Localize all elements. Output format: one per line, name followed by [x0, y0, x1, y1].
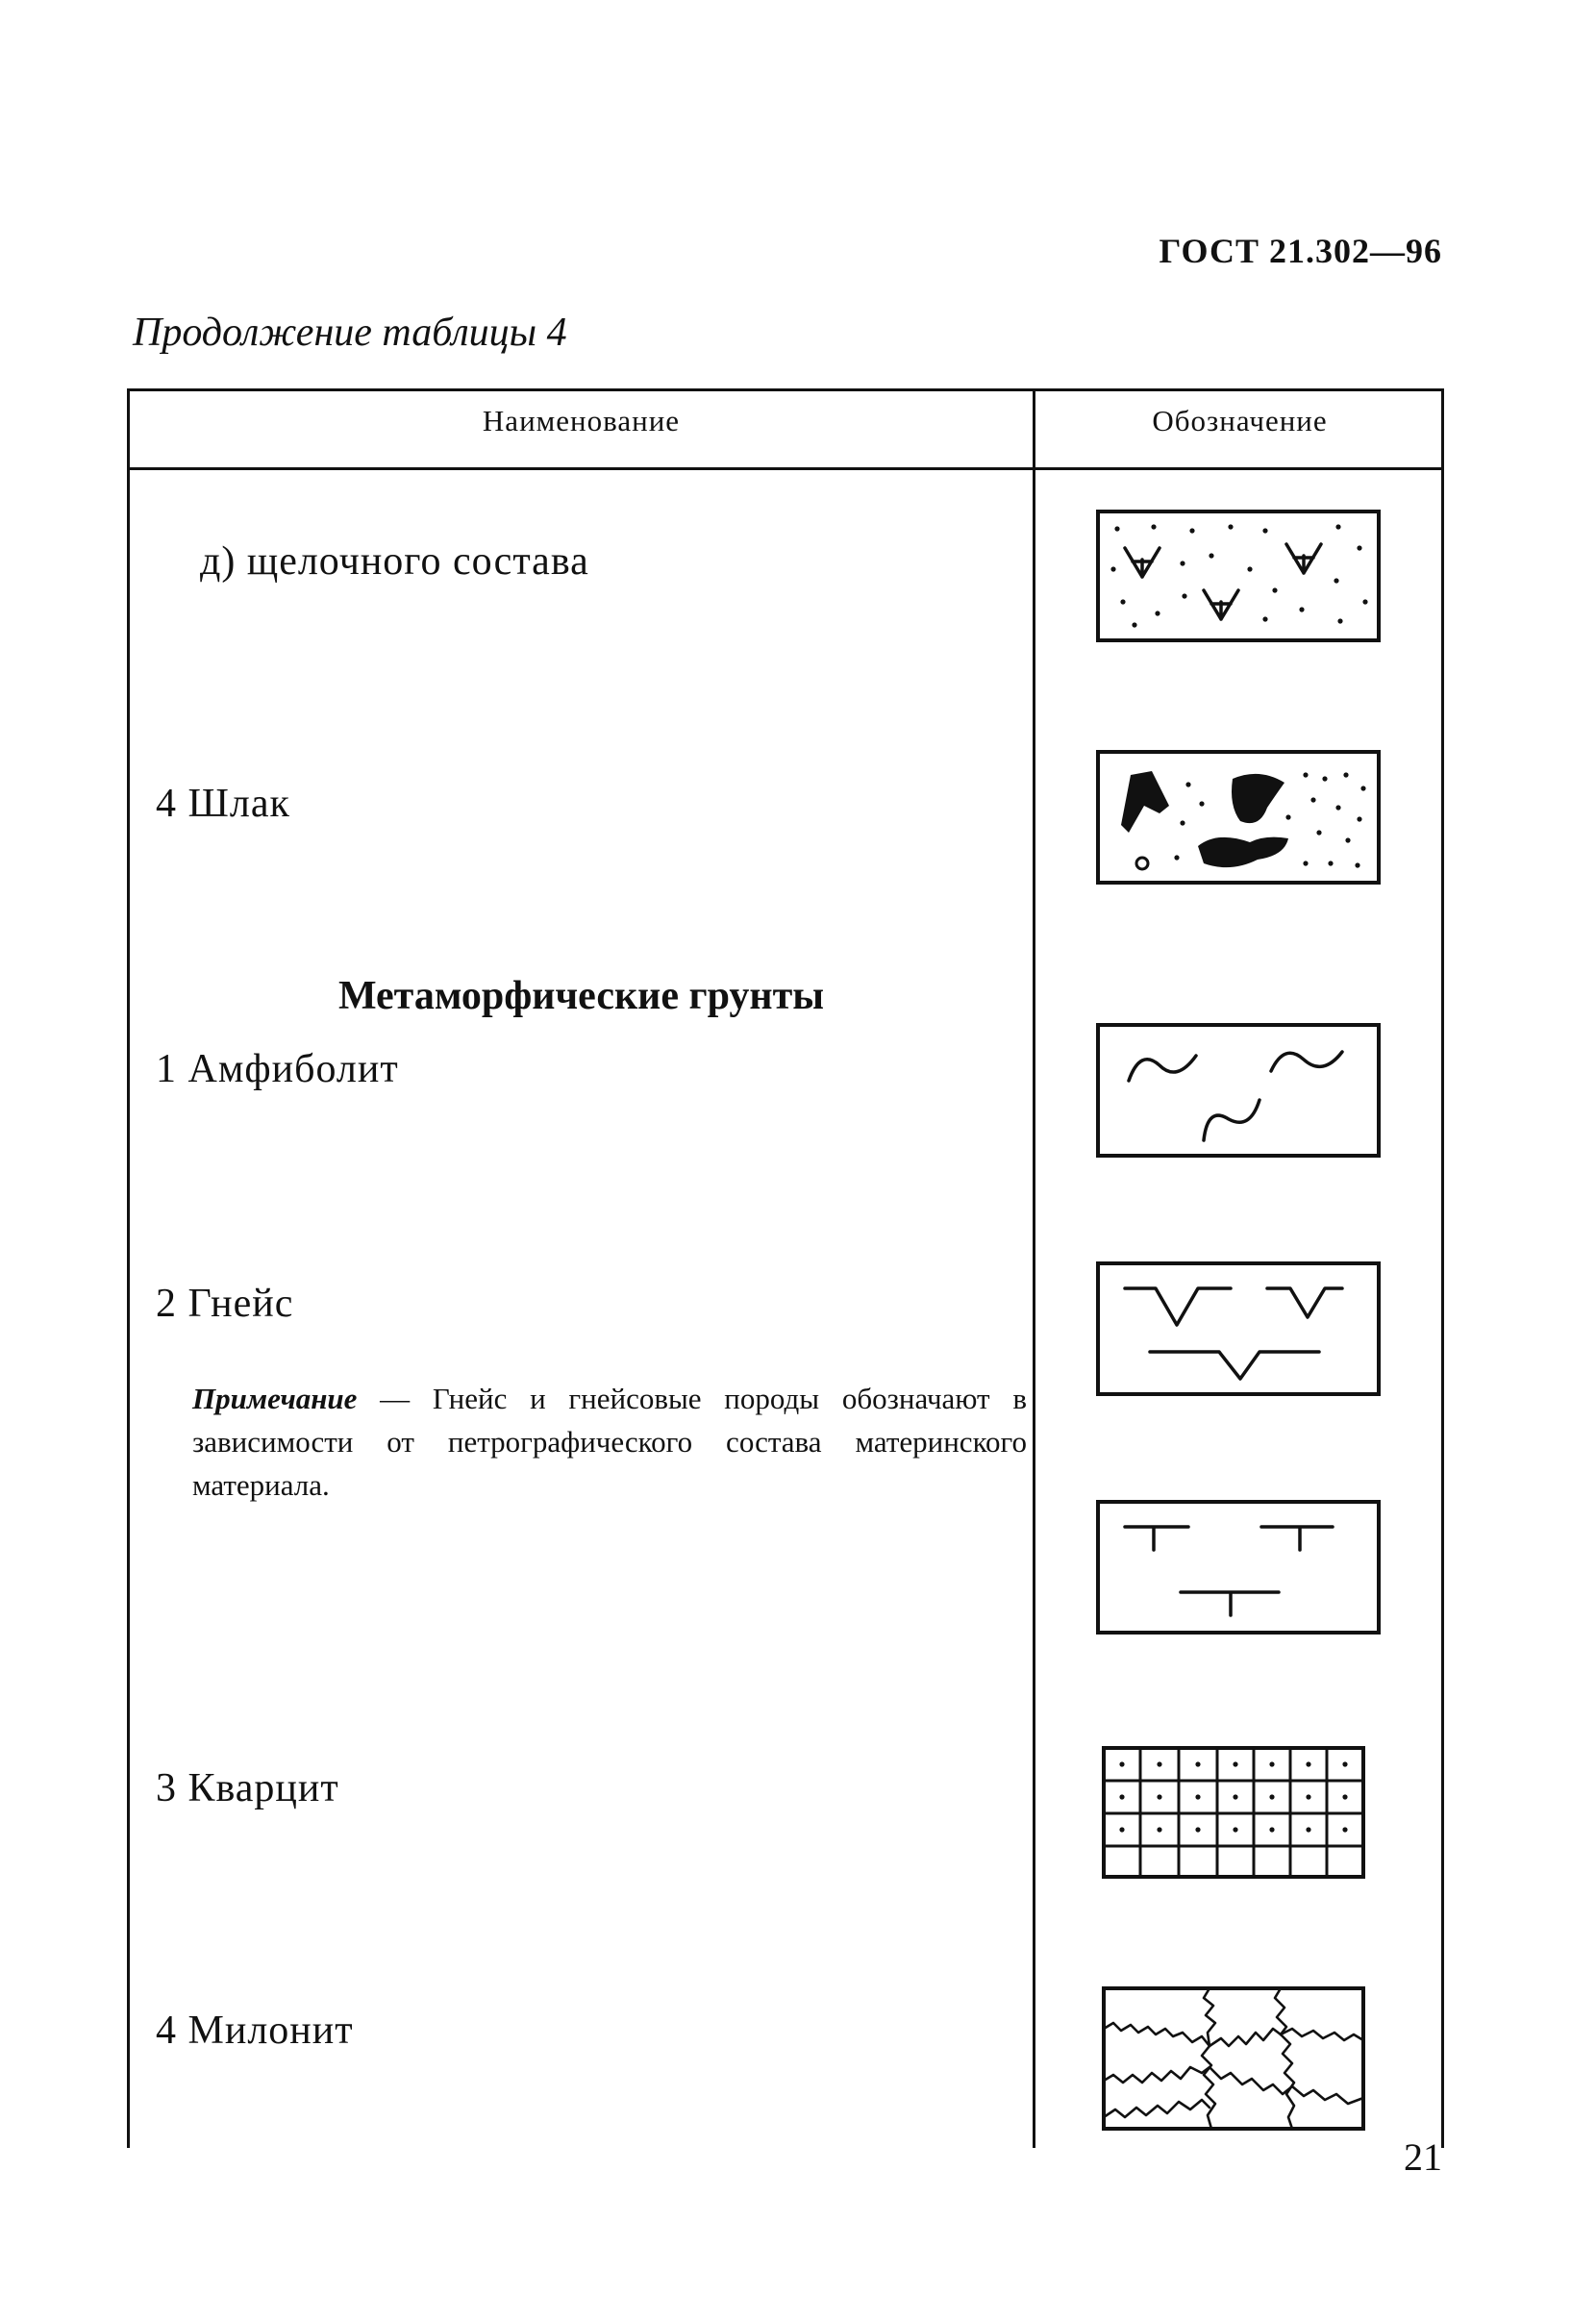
page-number: 21	[1404, 2135, 1442, 2179]
gneiss-symbol	[1096, 1261, 1381, 1396]
mylonite-symbol	[1102, 1986, 1365, 2131]
header-divider	[127, 467, 1444, 470]
column-divider	[1033, 388, 1035, 2148]
amphibolite-symbol	[1096, 1023, 1381, 1158]
row-label-alkaline: д) щелочного состава	[200, 539, 589, 584]
alkaline-composition-symbol	[1096, 510, 1381, 642]
note-text: — Гнейс и гнейсовые породы обозначают в зависимости от петрографического состава материнского материала.	[192, 1382, 1027, 1502]
note-title: Примечание	[192, 1382, 358, 1415]
row-label-quartzite: 3 Кварцит	[156, 1766, 339, 1810]
column-header-symbol: Обозначение	[1152, 404, 1328, 437]
column-header-name: Наименование	[482, 404, 681, 437]
document-code: ГОСТ 21.302—96	[1159, 232, 1442, 270]
row-label-mylonite: 4 Милонит	[156, 2009, 354, 2053]
row-label-slag: 4 Шлак	[156, 782, 290, 826]
table-caption: Продолжение таблицы 4	[133, 311, 567, 355]
row-label-gneiss: 2 Гнейс	[156, 1282, 294, 1326]
section-heading: Метаморфические грунты	[337, 974, 825, 1018]
row-label-amphibolite: 1 Амфиболит	[156, 1047, 399, 1091]
quartzite-symbol	[1102, 1746, 1365, 1879]
slag-symbol	[1096, 750, 1381, 885]
note-gneiss	[192, 1377, 1027, 1507]
gneiss-alternative-symbol	[1096, 1500, 1381, 1635]
